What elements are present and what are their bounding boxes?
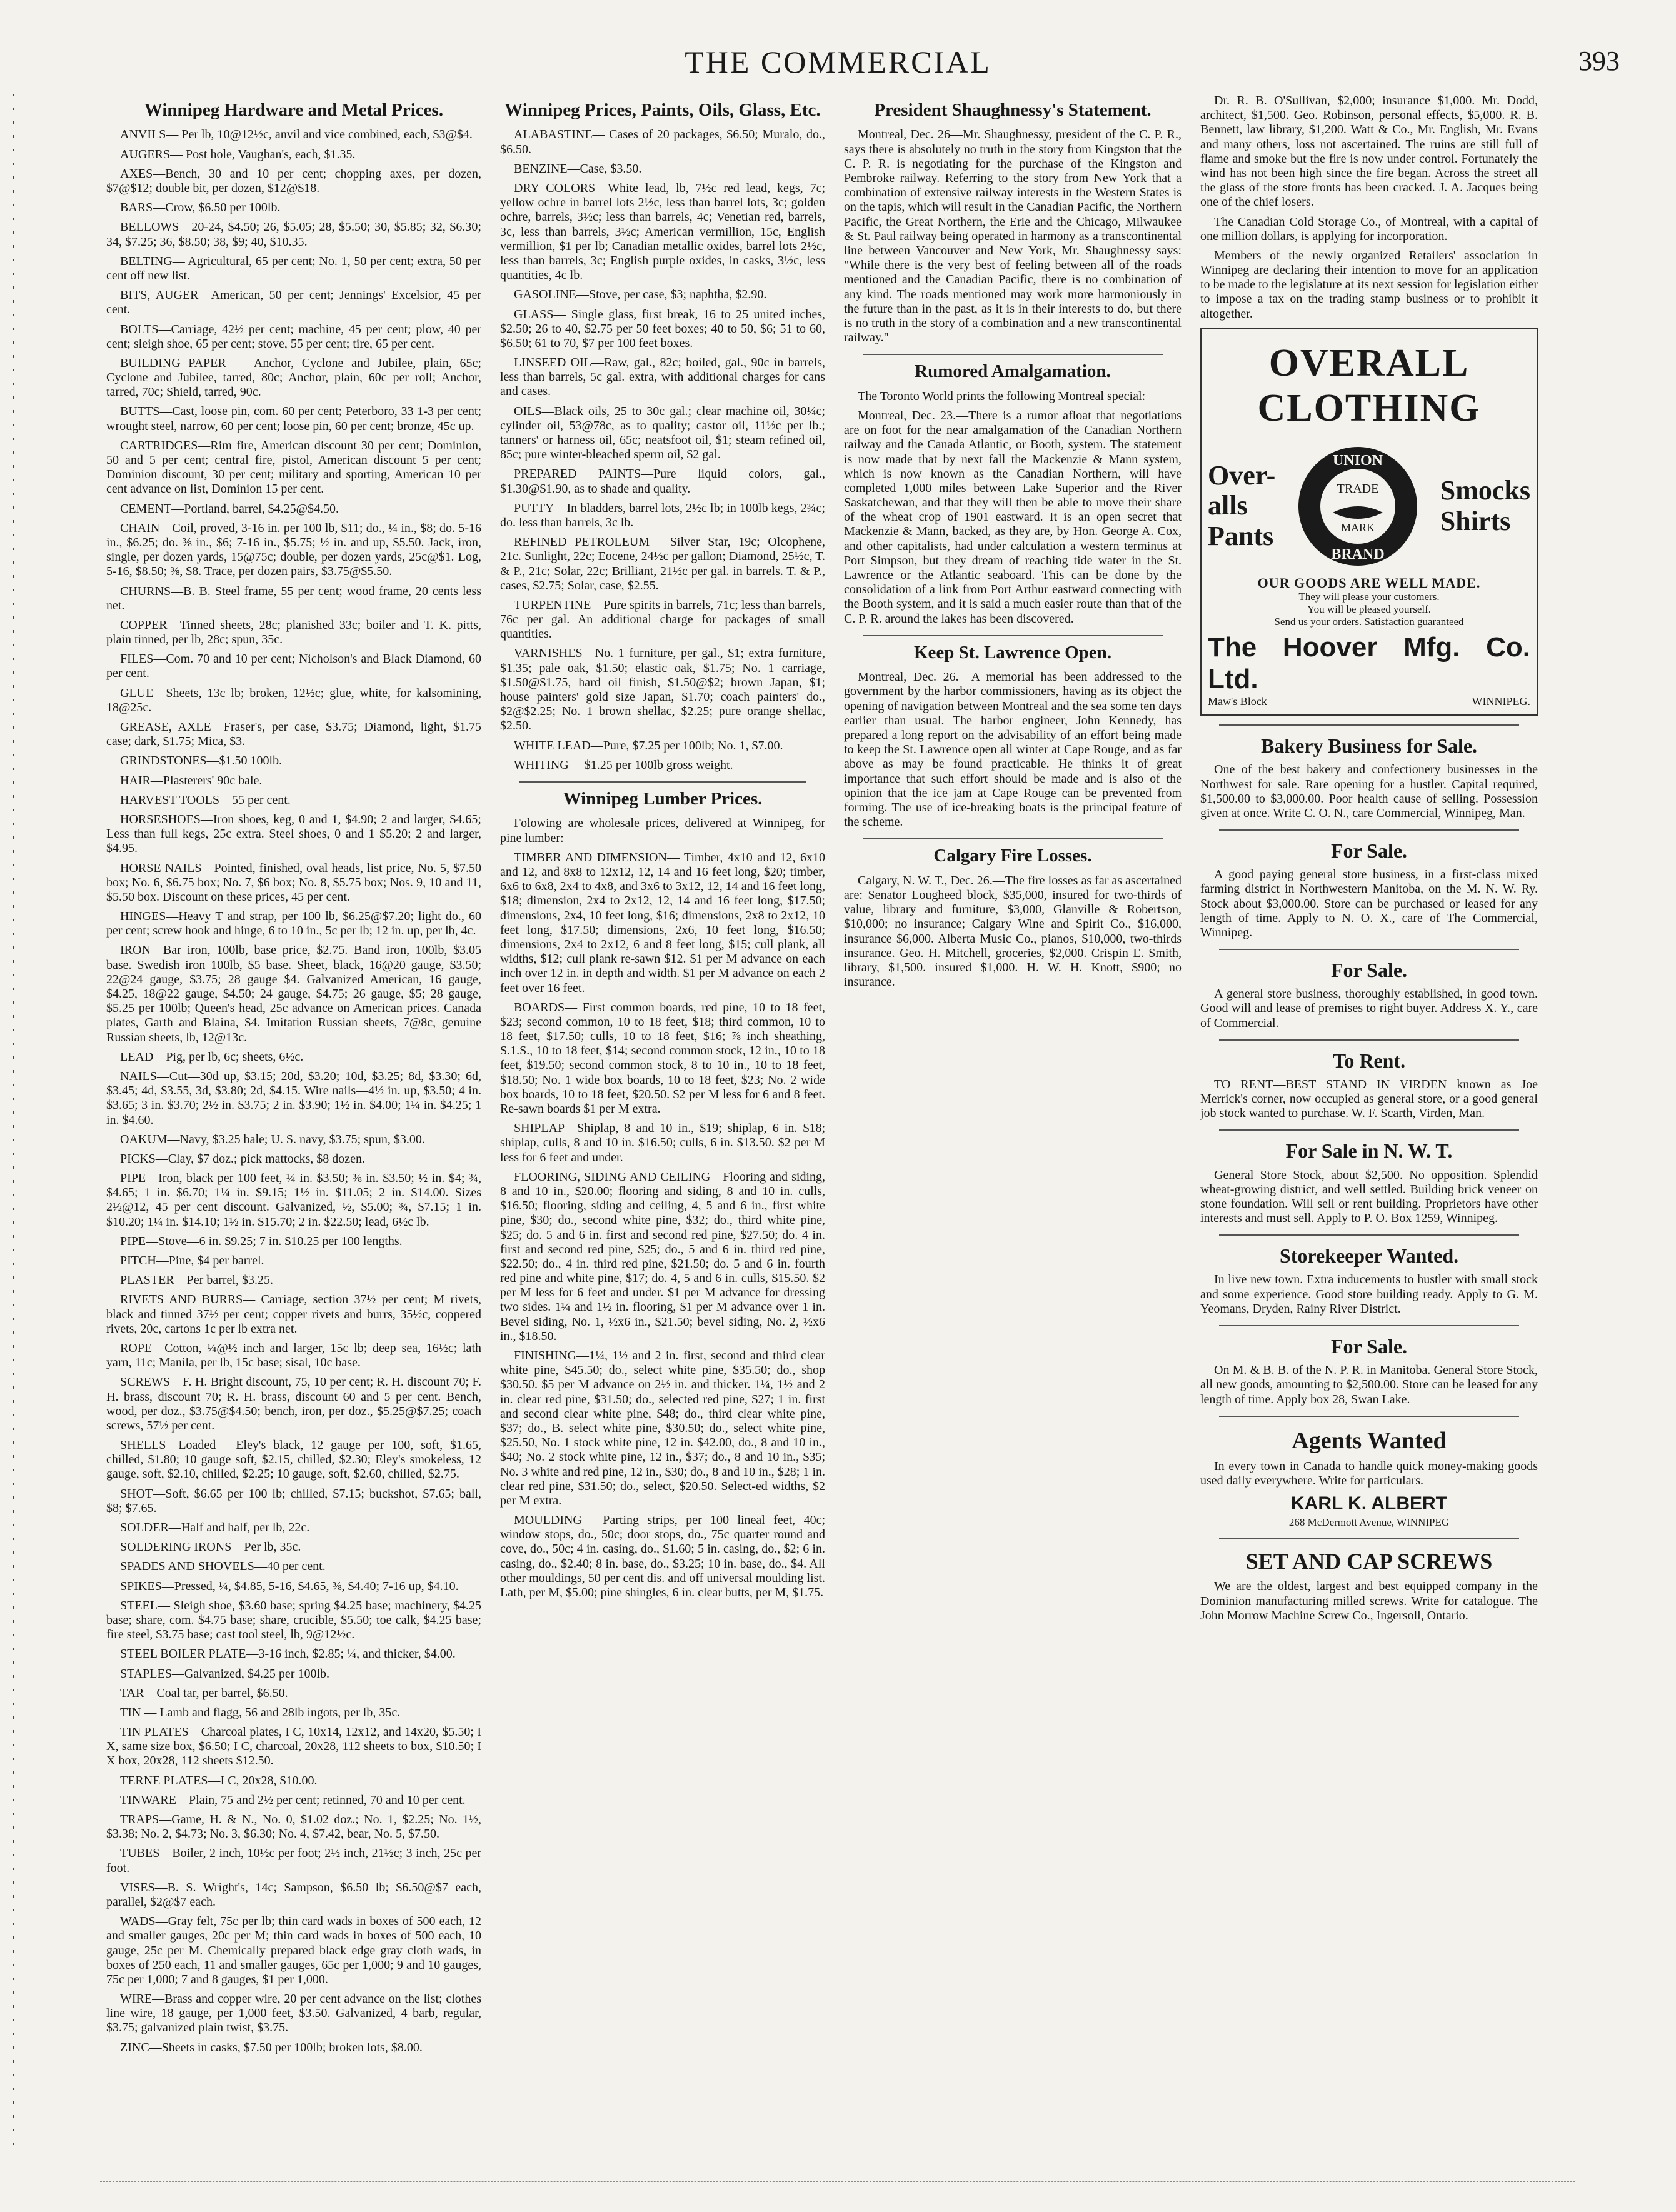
price-entry: GASOLINE—Stove, per case, $3; naphtha, $2.90. bbox=[514, 288, 767, 302]
price-entry: MOULDING— Parting strips, per 100 lineal feet, 40c; window stops, do., 50c; door stops, do., 75c quarter round and cove, do., 50c; 4 in. casing, do., $1.60; 5 in. casing, do., $2; 6 in. casing, do., $2.40; 8 in. base, do., $3.25; 10 in. base, do., $4. All other mouldings, 50 per cent dis. and off universal moulding list. Lath, per M, $5.00; pine shingles, 6 in. clear butts, per M, $1.75. bbox=[500, 1513, 825, 1599]
price-entry: HAIR—Plasterers' 90c bale. bbox=[120, 773, 263, 788]
price-entry: SHELLS—Loaded— Eley's black, 12 gauge per 100, soft, $1.65, chilled, $1.80; 10 gauge soft, $2.15, chilled, $2.30; Eley's smokeless, 12 gauge, soft, $2.10, chilled, $2.25; 10 gauge, soft, $2.60, chilled, $2.75. bbox=[106, 1438, 481, 1481]
divider bbox=[1219, 1538, 1519, 1539]
paints-prices-heading: Winnipeg Prices, Paints, Oils, Glass, Etc. bbox=[504, 100, 821, 120]
agents-contact-address: 268 McDermott Avenue, WINNIPEG bbox=[1288, 1516, 1450, 1528]
price-entry: SPADES AND SHOVELS—40 per cent. bbox=[120, 1559, 326, 1574]
price-entry: LINSEED OIL—Raw, gal., 82c; boiled, gal., 90c in barrels, less than barrels, 5c gal. extra, with additional charges for cans and cases. bbox=[500, 356, 825, 399]
divider bbox=[863, 838, 1163, 839]
price-entry: REFINED PETROLEUM— Silver Star, 19c; Olcophene, 21c. Sunlight, 22c; Eocene, 24½c per gallon; Diamond, 25½c, T. & P., 21c; Solar, 22c; Brilliant, 21½c per gal. in barrels. T. & P., cases, $2.75; Solar, case, $2.55. bbox=[500, 535, 825, 593]
agents-contact-name: KARL K. ALBERT bbox=[1291, 1493, 1447, 1514]
price-entry: TAR—Coal tar, per barrel, $6.50. bbox=[120, 1686, 288, 1700]
price-entry: HINGES—Heavy T and strap, per 100 lb, $6.25@$7.20; light do., 60 per cent; screw hook and hinge, 6 to 10 in., 5c per lb; 12 in. up, per lb, 4c. bbox=[106, 909, 481, 938]
price-entry: ZINC—Sheets in casks, $7.50 per 100lb; broken lots, $8.00. bbox=[120, 2040, 423, 2054]
ad-heading: Bakery Business for Sale. bbox=[1260, 734, 1478, 758]
label-smocks: Smocks bbox=[1440, 475, 1530, 506]
hardware-prices-list bbox=[106, 128, 481, 2054]
union-brand-logo-icon bbox=[1295, 444, 1420, 569]
price-entry: WHITING— $1.25 per 100lb gross weight. bbox=[514, 758, 733, 772]
price-entry: TIN PLATES—Charcoal plates, I C, 10x14, 12x12, and 14x20, $5.50; I X, same size box, $6.50; I C, charcoal, 20x28, 112 sheets to box, $10.50; I X box, 20x28, 112 sheets $12.50. bbox=[106, 1725, 481, 1768]
price-entry: TRAPS—Game, H. & N., No. 0, $1.02 doz.; No. 1, $2.25; No. 1½, $3.38; No. 2, $4.73; No. 3, $6.30; No. 4, $7.42, bear, No. 5, $7.50. bbox=[106, 1813, 481, 1841]
price-entry: TIN — Lamb and flagg, 56 and 28lb ingots, per lb, 35c. bbox=[120, 1705, 401, 1719]
price-entry: PREPARED PAINTS—Pure liquid colors, gal., $1.30@$1.90, as to shade and quality. bbox=[500, 467, 825, 496]
hoover-company-name: The Hoover Mfg. Co. Ltd. bbox=[1208, 632, 1530, 695]
price-entry: HARVEST TOOLS—55 per cent. bbox=[120, 793, 291, 807]
ad-heading: For Sale. bbox=[1330, 839, 1408, 863]
divider bbox=[1219, 1325, 1519, 1326]
price-entry: CARTRIDGES—Rim fire, American discount 30 per cent; Dominion, 50 and 5 per cent; central fire, pistol, American discount 5 per cent; Dominion discount, 30 per cent; military and sporting, American 10 per cent advance on list, Dominion 15 per cent. bbox=[106, 438, 481, 496]
ad-line-3: Send us your orders. Satisfaction guaranteed bbox=[1274, 615, 1464, 628]
price-entry: VISES—B. S. Wright's, 14c; Sampson, $6.50 lb; $6.50@$7 each, parallel, $2@$7 each. bbox=[106, 1880, 481, 1909]
price-entry: OILS—Black oils, 25 to 30c gal.; clear machine oil, 30¼c; cylinder oil, 53@78c, as to quality; castor oil, 11½c per lb.; tanners' or harness oil, 65c; neatsfoot oil, $1; steam refined oil, 85c; pure winter-bleached sperm oil, $2 gal. bbox=[500, 404, 825, 462]
ad-body: TO RENT—BEST STAND IN VIRDEN known as Joe Merrick's corner, now occupied as general store, or a good general job stock wanted to purchase. W. F. Scarth, Virden, Man. bbox=[1200, 1077, 1538, 1121]
price-entry: ANVILS— Per lb, 10@12½c, anvil and vice combined, each, $3@$4. bbox=[120, 128, 473, 142]
price-entry: WHITE LEAD—Pure, $7.25 per 100lb; No. 1, $7.00. bbox=[514, 738, 783, 753]
price-entry: CHURNS—B. B. Steel frame, 55 per cent; wood frame, 20 cents less net. bbox=[106, 584, 481, 613]
price-entry: SCREWS—F. H. Bright discount, 75, 10 per cent; R. H. discount 70; F. H. brass, discount 70; R. H. brass, discount 60 and 5 per cent. Bench, wood, per doz., $3.75@$4.50; bench, iron, per doz., $5.25@$7.25; coach screws, 57½ per cent. bbox=[106, 1375, 481, 1433]
price-entry: TIMBER AND DIMENSION— Timber, 4x10 and 12, 6x10 and 12, and 8x8 to 12x12, 12, 14 and 16 feet long, $20; timber, 6x6 to 6x8, 2x4 to 4x8, and 3x6 to 3x12, 12, 14 and 16 feet long, $18; dimension, 2x4 to 2x12, 12, 14 and 16 feet long, $17.50; dimensions, 2x4, 10 feet long, $16; dimensions, 2x8 to 2x12, 10 feet long, $17.50; dimensions, 2x6, 10 feet long, $16.50; dimensions, 2x4 to 2x12, 6 and 8 feet long, $15; cull plank, all widths, $12; cull plank re-sawn $12. $1 per M advance on each inch over 12 in. in depth and width. $1 per M advance on each 2 feet over 16 feet. bbox=[500, 850, 825, 995]
price-entry: TUBES—Boiler, 2 inch, 10½c per foot; 2½ inch, 21½c; 3 inch, 25c per foot. bbox=[106, 1846, 481, 1875]
label-shirts: Shirts bbox=[1440, 505, 1511, 536]
paints-prices-list bbox=[500, 128, 825, 773]
agents-wanted-body: In every town in Canada to handle quick money-making goods used daily everywhere. Write for particulars. bbox=[1200, 1459, 1538, 1488]
page-number: 393 bbox=[1578, 46, 1620, 76]
ad-heading: For Sale in N. W. T. bbox=[1285, 1139, 1453, 1163]
price-entry: HORSESHOES—Iron shoes, keg, 0 and 1, $4.90; 2 and larger, $4.65; Less than full kegs, 25c extra. Steel shoes, 0 and 1 $5.20; 2 and larger, $4.95. bbox=[106, 812, 481, 856]
price-entry: BUILDING PAPER — Anchor, Cyclone and Jubilee, plain, 65c; Cyclone and Jubilee, tarred, 80c; Anchor, plain, 60c per roll; Anchor, tarred, 70c; Shield, tarred, 90c. bbox=[106, 356, 481, 399]
article-paragraph: Members of the newly organized Retailers' association in Winnipeg are declaring their intention to move for an application to be made to the legislature at its next session for legislation either to impose a tax on the trading stamp business or to prohibit it altogether. bbox=[1200, 248, 1538, 321]
overall-left-labels bbox=[1208, 461, 1275, 551]
divider bbox=[1219, 949, 1519, 950]
price-entry: BITS, AUGER—American, 50 per cent; Jennings' Excelsior, 45 per cent. bbox=[106, 288, 481, 317]
binding-edge-dots bbox=[5, 94, 21, 2156]
hoover-city: WINNIPEG. bbox=[1472, 695, 1530, 708]
ad-heading: For Sale. bbox=[1330, 959, 1408, 982]
price-entry: PIPE—Stove—6 in. $9.25; 7 in. $10.25 per 100 lengths. bbox=[120, 1234, 403, 1248]
overall-right-labels bbox=[1440, 476, 1530, 536]
news-column bbox=[844, 94, 1182, 2200]
price-entry: PICKS—Clay, $7 doz.; pick mattocks, $8 dozen. bbox=[120, 1151, 365, 1166]
price-entry: BOARDS— First common boards, red pine, 10 to 18 feet, $23; second common, 10 to 18 feet, $18; third common, 10 to 18 feet, $17.50; culls, 10 to 18 feet, $16; ⅞ inch sheathing, S.1.S., 10 to 18 feet, $14; second common stock, 12 in., 10 to 18 feet, $19.50; second common stock, 8 to 10 in., 10 to 18 feet, $18.50; No. 1 wide box boards, 10 to 18 feet, $23; No. 2 wide box boards, 10 to 18 feet, $20.50. $2 per M less for 6 and 8 feet. Re-sawn boards $1 per M extra. bbox=[500, 1000, 825, 1116]
publication-title: THE COMMERCIAL bbox=[685, 44, 991, 79]
price-entry: AXES—Bench, 30 and 10 per cent; chopping axes, per dozen, $7@$12; double bit, per dozen, $12@$18. bbox=[106, 166, 481, 196]
classified-ads bbox=[1200, 724, 1538, 1406]
shaughnessy-heading: President Shaughnessy's Statement. bbox=[874, 100, 1152, 120]
ad-heading: Storekeeper Wanted. bbox=[1279, 1244, 1459, 1268]
price-entry: RIVETS AND BURRS— Carriage, section 37½ per cent; M rivets, black and tinned 37½ per cent; copper rivets and burrs, 35½c, coppered rivets, 20c, cartons 1c per lb extra net. bbox=[106, 1293, 481, 1336]
divider bbox=[519, 781, 806, 783]
badge-union-text: UNION bbox=[1333, 452, 1383, 469]
hoover-address: Maw's Block bbox=[1208, 695, 1267, 708]
divider bbox=[1219, 724, 1519, 726]
price-entry: GREASE, AXLE—Fraser's, per case, $3.75; Diamond, light, $1.75 case; dark, $1.75; Mica, $3. bbox=[106, 720, 481, 749]
overall-clothing-title: OVERALL CLOTHING bbox=[1257, 341, 1481, 429]
divider bbox=[1219, 1416, 1519, 1417]
article-paragraph: The Toronto World prints the following Montreal special: bbox=[858, 389, 1146, 403]
divider bbox=[863, 354, 1163, 355]
label-overalls-2: alls bbox=[1208, 490, 1248, 521]
page-header bbox=[0, 0, 1676, 94]
price-entry: SHIPLAP—Shiplap, 8 and 10 in., $19; shiplap, 6 in. $18; shiplap, culls, 8 and 10 in. $16.50; culls, 6 in. $13.50. $2 per M less for 6 feet and under. bbox=[500, 1121, 825, 1164]
price-entry: CEMENT—Portland, barrel, $4.25@$4.50. bbox=[120, 501, 339, 516]
paints-lumber-column bbox=[500, 94, 825, 2200]
divider bbox=[1219, 1129, 1519, 1131]
label-overalls-1: Over- bbox=[1208, 460, 1276, 491]
badge-brand-text: BRAND bbox=[1331, 546, 1385, 563]
price-entry: BOLTS—Carriage, 42½ per cent; machine, 45 per cent; plow, 40 per cent; sleigh shoe, 65 per cent; stove, 55 per cent; tire, 65 per cent. bbox=[106, 322, 481, 351]
article-paragraph: Dr. R. B. O'Sullivan, $2,000; insurance $1,000. Mr. Dodd, architect, $1,500. Geo. Robinson, personal effects, $5,000. R. B. Bennett, law library, $1,200. Watt & Co., Mr. English, Mr. Evans and many others, loss not ascertained. The ruins are still full of flame and smoke but the fire is now under control. Fortunately the wind has not been high since the fire began. Across the street all the glass of the store fronts has been cracked. J. A. Jacques being one of the chief losers. bbox=[1200, 94, 1538, 209]
price-entry: WADS—Gray felt, 75c per lb; thin card wads in boxes of 500 each, 12 and smaller gauges, 20c per M; thin card wads in boxes of 500 each, 10 gauge, 25c per M. Chemically prepared black edge gray cloth wads, in boxes of 250 each, 11 and smaller gauges, 65c per 1,000; 9 and 10 gauges, 75c per 1,000; 7 and 8 gauges, $1 per 1,000. bbox=[106, 1914, 481, 1986]
divider bbox=[863, 635, 1163, 636]
price-entry: FLOORING, SIDING AND CEILING—Flooring and siding, 8 and 10 in., $20.00; flooring and siding, 8 and 10 in. culls, $16.50; flooring, siding and ceiling, 4, 5 and 6 in., first white pine, $30; do., second white pine, $32; do., third white pine, $25; do. 5 and 6 in. first and second red pine, $27.50; do. 4 in. first and second red pine, $25; do., 5 and 6 in. third red pine, $22.50; do., 4 in. third red pine, $21.50; do. 5 and 6 in. fourth red pine and white pine, $17; do. 4, 5 and 6 in. culls, $15.50. $2 per M less for 6 feet and under. $1 per M advance for dressing two sides. 1¼ and 1½ in. flooring, $1 per M advance over 1 in. Bevel siding, No. 1, ½x6 in., $21.50; bevel siding, No. 2, ½x6 in., $18.50. bbox=[500, 1169, 825, 1343]
price-entry: PLASTER—Per barrel, $3.25. bbox=[120, 1273, 273, 1288]
lumber-prices-heading: Winnipeg Lumber Prices. bbox=[563, 788, 763, 809]
price-entry: DRY COLORS—White lead, lb, 7½c red lead, kegs, 7c; yellow ochre in barrel lots 2½c, less than barrel lots, 3c; golden ochre, barrels, 3½c; less than barrels, 4c; Venetian red, barrels, 3c, less than barrels, 3½c; American vermillion, 15c, English vermillion, $1 per lb; Canadian metallic oxides, barrel lots 2½c, less than barrels, 3c; English purple oxides, in casks, 3½c, less quantities, 4c lb. bbox=[500, 181, 825, 283]
ad-body: One of the best bakery and confectionery businesses in the Northwest for sale. Rare opening for a hustler. Capital required, $1,500.00 to $3,000.00. Poor health cause of selling. Possession given at once. Write C. O. N., care Commercial, Winnipeg, Man. bbox=[1200, 763, 1538, 820]
price-entry: Folowing are wholesale prices, delivered at Winnipeg, for pine lumber: bbox=[500, 816, 825, 845]
price-entry: CHAIN—Coil, proved, 3-16 in. per 100 lb, $11; do., ¼ in., $8; do. 5-16 in., $6.25; do. ⅜ in., $6; 7-16 in., $5.75; ½ in. and up, $5.50. Jack, iron, single, per dozen yards, 15@75c; double, per dozen yards, 25c@$1. Log, 5-16, $8.50; ⅜, $8. Trace, per dozen pairs, $3.75@$5.50. bbox=[106, 521, 481, 579]
price-entry: TERNE PLATES—I C, 20x28, $10.00. bbox=[120, 1773, 318, 1788]
badge-mark-text: MARK bbox=[1341, 521, 1375, 534]
price-entry: FINISHING—1¼, 1½ and 2 in. first, second and third clear white pine, $45.50; do., select white pine, $35.50; do., shop $30.50. $5 per M advance on 2½ in. and thicker. 1¼, 1½ and 2 in. clear red pine, $31.50; do., selected red pine, $27; 1 in. first and second clear white pine, $48; do., third clear white pine, $37; do., B. select white pine, $30.50; do., select white pine, $25.50, No. 1 stock white pine, 12 in. $42.00, do., 8 and 10 in., $40; No. 2 stock white pine, 12 in., $37; do., 8 and 10 in., $35; No. 3 white and red pine, 12 in., $30; do., 8 and 10 in., $28; 1 in. clear red pine, $31.50; do., select, $20.50. Select-ed widths, $2 per M extra. bbox=[500, 1349, 825, 1508]
ad-line-2: You will be pleased yourself. bbox=[1307, 603, 1431, 615]
ad-body: General Store Stock, about $2,500. No opposition. Splendid wheat-growing district, and well settled. Building brick veneer on stone foundation. Will sell or rent building. Proprietors have other interests and must sell. Apply to P. O. Box 1259, Winnipeg. bbox=[1200, 1168, 1538, 1226]
ad-body: A good paying general store business, in a first-class mixed farming district in Northwestern Manitoba, on the M. N. W. Ry. Stock about $3,000.00. Store can be purchased or leased for any length of time. Apply to N. O. X., care of The Commercial, Winnipeg. bbox=[1200, 868, 1538, 939]
price-entry: SHOT—Soft, $6.65 per 100 lb; chilled, $7.15; buckshot, $7.65; ball, $8; $7.65. bbox=[106, 1486, 481, 1515]
article-paragraph: Montreal, Dec. 23.—There is a rumor afloat that negotiations are on foot for the near amalgamation of the Canadian Northern railway and the Canada Atlantic, or Booth, system. The statement is now made that by next fall the Mackenzie & Mann system, which is now known as the Canadian Northern, will have completed 1,000 miles between Lake Superior and the River Saskatchewan, and that they will then be able to move their share of the wheat crop of 1901 eastward. It is an open secret that Mackenzie & Mann, backed, as they are, by Hon. George A. Cox, and other capitalists, had under calculation a western terminus at Port Simpson, but they dream of reaching tide water in the St. Lawrence or the Atlantic seaboard. This can be done by the consolidation of a link from Port Arthur eastward connecting with the Booth system, and it is said a much easier route than that of the C. P. R. around the lakes has been discovered. bbox=[844, 408, 1182, 626]
set-cap-screws-body: We are the oldest, largest and best equipped company in the Dominion manufacturing milled screws. Write for catalogue. The John Morrow Machine Screw Co., Ingersoll, Ontario. bbox=[1200, 1579, 1538, 1623]
agents-wanted-heading: Agents Wanted bbox=[1292, 1427, 1447, 1454]
price-entry: VARNISHES—No. 1 furniture, per gal., $1; extra furniture, $1.35; pale oak, $1.50; elastic oak, $1.75; No. 1 carriage, $1.50@$1.75, hard oil finish, $1.50@$2; brown Japan, $1; house painters' gold size Japan, $1.70; coach painters' do., $2@$2.25; No. 1 brown shellac, $2.25; pure orange shellac, $2.50. bbox=[500, 646, 825, 733]
price-entry: BELLOWS—20-24, $4.50; 26, $5.05; 28, $5.50; 30, $5.85; 32, $6.30; 34, $7.25; 36, $8.50; 38, $9; 40, $10.35. bbox=[106, 220, 481, 249]
price-entry: COPPER—Tinned sheets, 28c; planished 33c; boiler and T. K. pitts, plain tinned, per lb, 28c; spun, 35c. bbox=[106, 618, 481, 647]
price-entry: PITCH—Pine, $4 per barrel. bbox=[120, 1254, 264, 1268]
hardware-prices-column bbox=[106, 94, 481, 2200]
price-entry: OAKUM—Navy, $3.25 bale; U. S. navy, $3.75; spun, $3.00. bbox=[120, 1132, 425, 1146]
amalgamation-heading: Rumored Amalgamation. bbox=[915, 361, 1111, 382]
price-entry: IRON—Bar iron, 100lb, base price, $2.75. Band iron, 100lb, $3.05 base. Swedish iron 100lb, $5 base. Sheet, black, 16@20 gauge, $3.50; 22@24 gauge, $3.75; 28 gauge $4. Galvanized American, 16 gauge, $4.25, 18@22 gauge, $4.50; 24 gauge, $4.75; 26 gauge, $5; 28 gauge, $5.25 per 100lb; Queen's head, 25c advance on American prices. Canada plates, Garth and Blaina, $4. Imitation Russian sheets, 7@8c, genuine Russian sheets, lb, 12@13c. bbox=[106, 943, 481, 1044]
price-entry: SOLDER—Half and half, per lb, 22c. bbox=[120, 1521, 310, 1535]
shaughnessy-article bbox=[844, 128, 1182, 345]
price-entry: BARS—Crow, $6.50 per 100lb. bbox=[120, 201, 281, 215]
price-entry: STAPLES—Galvanized, $4.25 per 100lb. bbox=[120, 1666, 330, 1681]
calgary-fire-continued bbox=[1200, 94, 1538, 321]
price-entry: SOLDERING IRONS—Per lb, 35c. bbox=[120, 1540, 301, 1554]
st-lawrence-heading: Keep St. Lawrence Open. bbox=[913, 642, 1112, 663]
price-entry: FILES—Com. 70 and 10 per cent; Nicholson's and Black Diamond, 60 per cent. bbox=[106, 652, 481, 681]
article-paragraph: The Canadian Cold Storage Co., of Montreal, with a capital of one million dollars, is applying for incorporation. bbox=[1200, 214, 1538, 243]
st-lawrence-article bbox=[844, 670, 1182, 829]
price-entry: ALABASTINE— Cases of 20 packages, $6.50; Muralo, do., $6.50. bbox=[500, 128, 825, 156]
label-pants: Pants bbox=[1208, 520, 1274, 551]
goods-tagline: OUR GOODS ARE WELL MADE. bbox=[1257, 574, 1481, 591]
price-entry: TINWARE—Plain, 75 and 2½ per cent; retinned, 70 and 10 per cent. bbox=[120, 1793, 466, 1807]
price-entry: PUTTY—In bladders, barrel lots, 2½c lb; in 100lb kegs, 2¾c; do. less than barrels, 3c lb. bbox=[500, 501, 825, 529]
ad-body: On M. & B. B. of the N. P. R. in Manitoba. General Store Stock, all new goods, amounting to $2,500.00. Store can be leased for any length of time. Apply box 28, Swan Lake. bbox=[1200, 1363, 1538, 1406]
set-cap-screws-heading: SET AND CAP SCREWS bbox=[1245, 1548, 1493, 1574]
price-entry: LEAD—Pig, per lb, 6c; sheets, 6½c. bbox=[120, 1049, 304, 1064]
divider bbox=[1219, 1234, 1519, 1236]
amalgamation-article bbox=[844, 389, 1182, 626]
ads-column bbox=[1200, 94, 1538, 2200]
lumber-prices-list bbox=[500, 816, 825, 1600]
overall-clothing-ad bbox=[1200, 328, 1538, 716]
divider bbox=[1219, 1039, 1519, 1041]
price-entry: GRINDSTONES—$1.50 100lb. bbox=[120, 754, 283, 768]
price-entry: STEEL— Sleigh shoe, $3.60 base; spring $4.25 base; machinery, $4.25 base; share, com. $4.75 base; share, crucible, $5.50; toe calk, $4.25 base; fire steel, $3.75 base; cast tool steel, lb, 9@12½c. bbox=[106, 1598, 481, 1642]
badge-trade-text: TRADE bbox=[1337, 481, 1379, 496]
price-entry: HORSE NAILS—Pointed, finished, oval heads, list price, No. 5, $7.50 box; No. 6, $6.75 box; No. 7, $6 box; No. 8, $5.75 box; Nos. 9, 10 and 11, $5.50 box. Discount on these prices, 45 per cent. bbox=[106, 861, 481, 904]
price-entry: GLUE—Sheets, 13c lb; broken, 12½c; glue, white, for kalsomining, 18@25c. bbox=[106, 686, 481, 714]
article-paragraph: Montreal, Dec. 26—Mr. Shaughnessy, president of the C. P. R., says there is absolutely no truth in the story from Kingston that the C. P. R. is negotiating for the purchase of the Kingston and Pembroke railway. Referring to the story from New York that a combination of extensive railway interests in the Western States is on the tapis, which will result in the Canadian Pacific, the Northern Pacific, the Great Northern, the Erie and the Chicago, Milwaukee & St. Paul railway being operated in harmony as a transcontinental line between Vancouver and New York, Mr. Shaughnessy says: "While there is the very best of feeling between all of the roads mentioned and the Canadian Pacific, there is no combination of any kind. The roads mentioned may work more harmoniously in the future than in the past, as it is in their interests to do, but there is no truth in the story of a combination and a new transcontinental railway." bbox=[844, 128, 1182, 345]
price-entry: ROPE—Cotton, ¼@½ inch and larger, 15c lb; deep sea, 16½c; lath yarn, 11c; Manila, per lb, 15c base; sisal, 10c base. bbox=[106, 1341, 481, 1370]
price-entry: WIRE—Brass and copper wire, 20 per cent advance on the list; clothes line wire, 18 gauge, per 1,000 feet, $3.50. Galvanized, 4 barb, regular, $3.75; galvanized plain twist, $3.75. bbox=[106, 1992, 481, 2035]
ad-heading: For Sale. bbox=[1330, 1335, 1408, 1358]
price-entry: BUTTS—Cast, loose pin, com. 60 per cent; Peterboro, 33 1-3 per cent; wrought steel, narrow, 60 per cent; loose pin, 60 per cent; bronze, 45c up. bbox=[106, 404, 481, 433]
page-bottom-edge bbox=[100, 2181, 1575, 2182]
hardware-prices-heading: Winnipeg Hardware and Metal Prices. bbox=[144, 100, 444, 120]
ad-line-1: They will please your customers. bbox=[1298, 591, 1440, 603]
price-entry: TURPENTINE—Pure spirits in barrels, 71c; less than barrels, 76c per gal. An additional charge for packages of small quantities. bbox=[500, 598, 825, 641]
article-paragraph: Calgary, N. W. T., Dec. 26.—The fire losses as far as ascertained are: Senator Lougheed block, $35,000, insured for two-thirds of value, library and furniture, $3,000, Glanville & Robertson, $10,000; no insurance; Calgary Wine and Spirit Co., $16,000, insurance $6,000. Alberta Music Co., pianos, $10,000, two-thirds insurance. Geo. H. Mitchell, groceries, $2,000. Crispin E. Smith, library, $1,500. insured $1,000. H. W. H. Knott, $900; no insurance. bbox=[844, 873, 1182, 989]
calgary-fire-heading: Calgary Fire Losses. bbox=[933, 846, 1092, 866]
price-entry: BELTING— Agricultural, 65 per cent; No. 1, 50 per cent; extra, 50 per cent off new list. bbox=[106, 254, 481, 283]
article-paragraph: Montreal, Dec. 26.—A memorial has been addressed to the government by the harbor commissioners, having as its object the opening of navigation between Montreal and the sea some ten days earlier than usual. The harbor engineer, John Kennedy, has prepared a long report on the advisability of an effort being made to keep the St. Lawrence open all winter at Cape Rouge, and as far above as may be found practicable. He thinks it of great importance that such effort should be made and is also of the opinion that the ice jam at Cape Rouge can be prevented from forming. The use of ice-breaking boats is the principal feature of the scheme. bbox=[844, 670, 1182, 829]
price-entry: STEEL BOILER PLATE—3-16 inch, $2.85; ¼, and thicker, $4.00. bbox=[120, 1647, 456, 1661]
price-entry: SPIKES—Pressed, ¼, $4.85, 5-16, $4.65, ⅜, $4.40; 7-16 up, $4.10. bbox=[120, 1579, 459, 1593]
price-entry: PIPE—Iron, black per 100 feet, ¼ in. $3.50; ⅜ in. $3.50; ½ in. $4; ¾, $4.65; 1 in. $6.70; 1¼ in. $9.15; 1½ in. $11.05; 2 in. $14.00. Sizes 2½@12, 45 per cent discount. Galvanized, ½, $5.00; ¾, $7.15; 1 in. $10.20; 1¼ in. $14.10; 1½ in. $15.70; 2 in. $22.50; lead, 6½c lb. bbox=[106, 1171, 481, 1229]
ad-body: A general store business, thoroughly established, in good town. Good will and lease of premises to right buyer. Address X. Y., care of Commercial. bbox=[1200, 987, 1538, 1030]
price-entry: BENZINE—Case, $3.50. bbox=[514, 161, 642, 176]
price-entry: NAILS—Cut—30d up, $3.15; 20d, $3.20; 10d, $3.25; 8d, $3.30; 6d, $3.45; 4d, $3.55, 3d, $3.80; 2d, $4.15. Wire nails—4½ in. up, $3.50; 4 in. $3.65; 3 in. $3.70; 2½ in. $3.75; 2 in. $3.90; 1½ in. $4.00; 1¼ in. $4.25; 1 in. $4.60. bbox=[106, 1069, 481, 1127]
ad-heading: To Rent. bbox=[1332, 1049, 1406, 1072]
price-entry: GLASS— Single glass, first break, 16 to 25 united inches, $2.50; 26 to 40, $2.75 per 50 feet boxes; 40 to 50, $6; 51 to 60, $6.50; 61 to 70, $7 per 100 feet boxes. bbox=[500, 307, 825, 350]
divider bbox=[1219, 829, 1519, 831]
calgary-fire-article bbox=[844, 874, 1182, 990]
ad-body: In live new town. Extra inducements to hustler with small stock and some experience. Good store building ready. Apply to G. M. Yeomans, Dryden, Rainy River District. bbox=[1200, 1273, 1538, 1316]
price-entry: AUGERS— Post hole, Vaughan's, each, $1.35. bbox=[120, 147, 356, 161]
